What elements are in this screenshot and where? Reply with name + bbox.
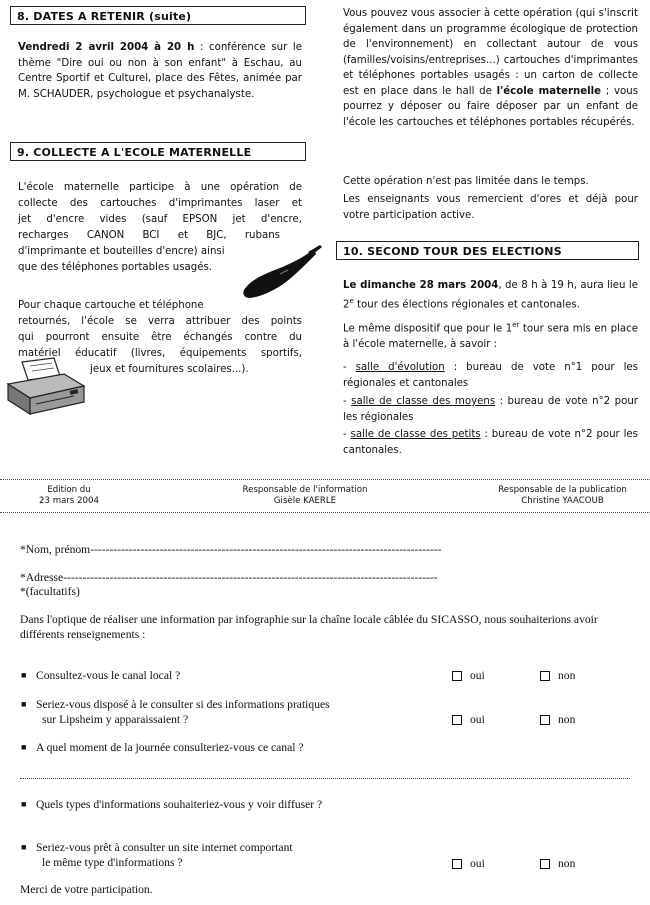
oui-label: oui xyxy=(470,857,485,870)
collection-text-a: Vous pouvez vous associer à cette opération (qui s'inscrit également dans un programme écologique de protection de l'environnement) en collectant autour de vous (familles/voisins/entreprises...) cartouches d'imprimantes et téléphones portables usagés : un carton de collecte est en place dans le hall de xyxy=(343,8,638,97)
collection-unlimited: Cette opération n'est pas limitée dans le temps. xyxy=(343,176,589,187)
q5-oui-option[interactable] xyxy=(452,856,485,871)
name-field[interactable] xyxy=(20,542,630,557)
info-name: Gisèle KAERLE xyxy=(273,496,337,506)
footer-edition xyxy=(14,485,124,507)
address-label: *Adresse xyxy=(20,571,64,584)
election-text: tour des élections régionales et cantonales. xyxy=(353,298,580,310)
question-5-line-2: le même type d'informations ? xyxy=(42,856,183,869)
s9-line: retournés, l'école se verra attribuer des points xyxy=(18,316,302,327)
s9-line: qui pourront ensuite être échangés contre du xyxy=(18,332,302,343)
footer-info xyxy=(210,485,400,507)
section-8-text xyxy=(18,40,302,102)
bullet-icon: ■ xyxy=(21,670,27,680)
edition-date: 23 mars 2004 xyxy=(39,496,99,506)
q1-oui-option[interactable] xyxy=(452,668,485,683)
polling-station-1 xyxy=(343,360,638,391)
section-8-title: 8. DATES A RETENIR (suite) xyxy=(10,6,306,25)
address-line: ------------------------------------------------------------------------------------------------- xyxy=(63,571,438,584)
section-8-body: : conférence sur le thème "Dire oui ou non à son enfant" à Eschau, au Centre Sportif et Culturel, place des Fêtes, animée par M. SCHAUDER, psychologue et psychanalyste. xyxy=(18,42,302,100)
non-label: non xyxy=(558,713,576,726)
q1-non-option[interactable] xyxy=(540,668,575,683)
printer-icon xyxy=(4,356,90,418)
collection-paragraph xyxy=(343,6,638,130)
superscript: er xyxy=(512,321,520,329)
dash: - xyxy=(343,396,352,407)
answer-line[interactable] xyxy=(20,778,630,779)
election-text: tour sera mis en place à l'école maternelle, à savoir : xyxy=(343,323,638,350)
footer-publication xyxy=(480,485,645,507)
question-2-line-1: Seriez-vous disposé à le consulter si des informations pratiques xyxy=(36,698,330,711)
room-desc: : bureau de vote n°2 pour les cantonales. xyxy=(343,429,638,456)
bullet-icon: ■ xyxy=(21,699,27,709)
election-setup-paragraph xyxy=(343,318,638,352)
room-name: salle de classe des petits xyxy=(350,429,481,440)
oui-label: oui xyxy=(470,713,485,726)
polling-station-3 xyxy=(343,427,638,458)
footer-top-rule xyxy=(0,479,650,480)
question-4: Quels types d'informations souhaiteriez-vous y voir diffuser ? xyxy=(36,798,323,811)
superscript: e xyxy=(349,296,354,305)
s9-line: matériel éducatif (livres, équipements sportifs, xyxy=(18,348,302,359)
dash: - xyxy=(343,362,356,373)
survey-intro: Dans l'optique de réaliser une information par infographie sur la chaîne locale câblée du SICASSO, nous souhaiterions avoir différents renseignements : xyxy=(20,613,598,641)
section-8-date: Vendredi 2 avril 2004 à 20 h xyxy=(18,42,195,53)
election-text: Le même dispositif que pour le 1 xyxy=(343,323,513,335)
s9-line: collecte des cartouches d'imprimantes laser et xyxy=(18,198,302,209)
optional-note: *(facultatifs) xyxy=(20,585,80,598)
collection-text-c: ; vous pourrez y déposer ou faire déposer par un enfant de l'école les cartouches et téléphones portables récupérés. xyxy=(343,85,638,128)
question-1: Consultez-vous le canal local ? xyxy=(36,669,181,682)
name-label: *Nom, prénom xyxy=(20,543,91,556)
oui-label: oui xyxy=(470,669,485,682)
s9-line: L'école maternelle participe à une opération de xyxy=(18,182,302,193)
edition-label: Edition du xyxy=(47,485,91,495)
s9-line: jeux et fournitures scolaires...). xyxy=(90,364,249,375)
question-2-line-2: sur Lipsheim y apparaissaient ? xyxy=(42,713,189,726)
info-label: Responsable de l'information xyxy=(242,485,368,495)
section-10-title: 10. SECOND TOUR DES ELECTIONS xyxy=(336,241,639,260)
non-label: non xyxy=(558,669,576,682)
q2-oui-option[interactable] xyxy=(452,712,485,727)
polling-station-2 xyxy=(343,394,638,425)
room-name: salle d'évolution xyxy=(355,362,445,373)
non-label: non xyxy=(558,857,576,870)
mobile-phone-icon xyxy=(240,244,324,300)
dash: - xyxy=(343,429,351,440)
bullet-icon: ■ xyxy=(21,799,27,809)
s9-line: recharges CANON BCI et BJC, rubans xyxy=(18,230,280,241)
collection-thanks: Les enseignants vous remercient d'ores et déjà pour votre participation active. xyxy=(343,194,638,221)
room-name: salle de classe des moyens xyxy=(351,396,496,407)
room-desc: : bureau de vote n°2 pour les régionales xyxy=(343,396,638,423)
election-text: , de 8 h à 19 h, aura lieu le 2 xyxy=(343,280,638,310)
pub-name: Christine YAACOUB xyxy=(521,496,604,506)
q5-non-option[interactable] xyxy=(540,856,575,871)
footer-bottom-rule xyxy=(0,512,650,513)
checkbox-icon[interactable] xyxy=(540,859,550,869)
question-5-line-1: Seriez-vous prêt à consulter un site internet comportant xyxy=(36,841,293,854)
s9-line: jet d'encre vides (sauf EPSON jet d'encre, xyxy=(18,214,302,225)
question-3: A quel moment de la journée consulteriez-vous ce canal ? xyxy=(36,741,304,754)
s9-line: que des téléphones portables usagés. xyxy=(18,262,213,273)
checkbox-icon[interactable] xyxy=(540,715,550,725)
s9-line: Pour chaque cartouche et téléphone xyxy=(18,300,204,311)
room-desc: : bureau de vote n°1 pour les régionales et cantonales xyxy=(343,362,638,389)
thanks-text: Merci de votre participation. xyxy=(20,883,153,896)
s9-line: d'imprimante et bouteilles d'encre) ainsi xyxy=(18,246,225,257)
collection-text-b: l'école maternelle xyxy=(496,85,602,97)
bullet-icon: ■ xyxy=(21,842,27,852)
checkbox-icon[interactable] xyxy=(452,715,462,725)
q2-non-option[interactable] xyxy=(540,712,575,727)
checkbox-icon[interactable] xyxy=(452,671,462,681)
election-date: Le dimanche 28 mars 2004 xyxy=(343,280,499,291)
address-field[interactable] xyxy=(20,570,630,585)
checkbox-icon[interactable] xyxy=(452,859,462,869)
election-date-paragraph xyxy=(343,278,638,312)
name-line: ------------------------------------------------------------------------------------------- xyxy=(90,543,442,556)
bullet-icon: ■ xyxy=(21,742,27,752)
checkbox-icon[interactable] xyxy=(540,671,550,681)
section-9-title: 9. COLLECTE A L'ECOLE MATERNELLE xyxy=(10,142,306,161)
pub-label: Responsable de la publication xyxy=(498,485,627,495)
